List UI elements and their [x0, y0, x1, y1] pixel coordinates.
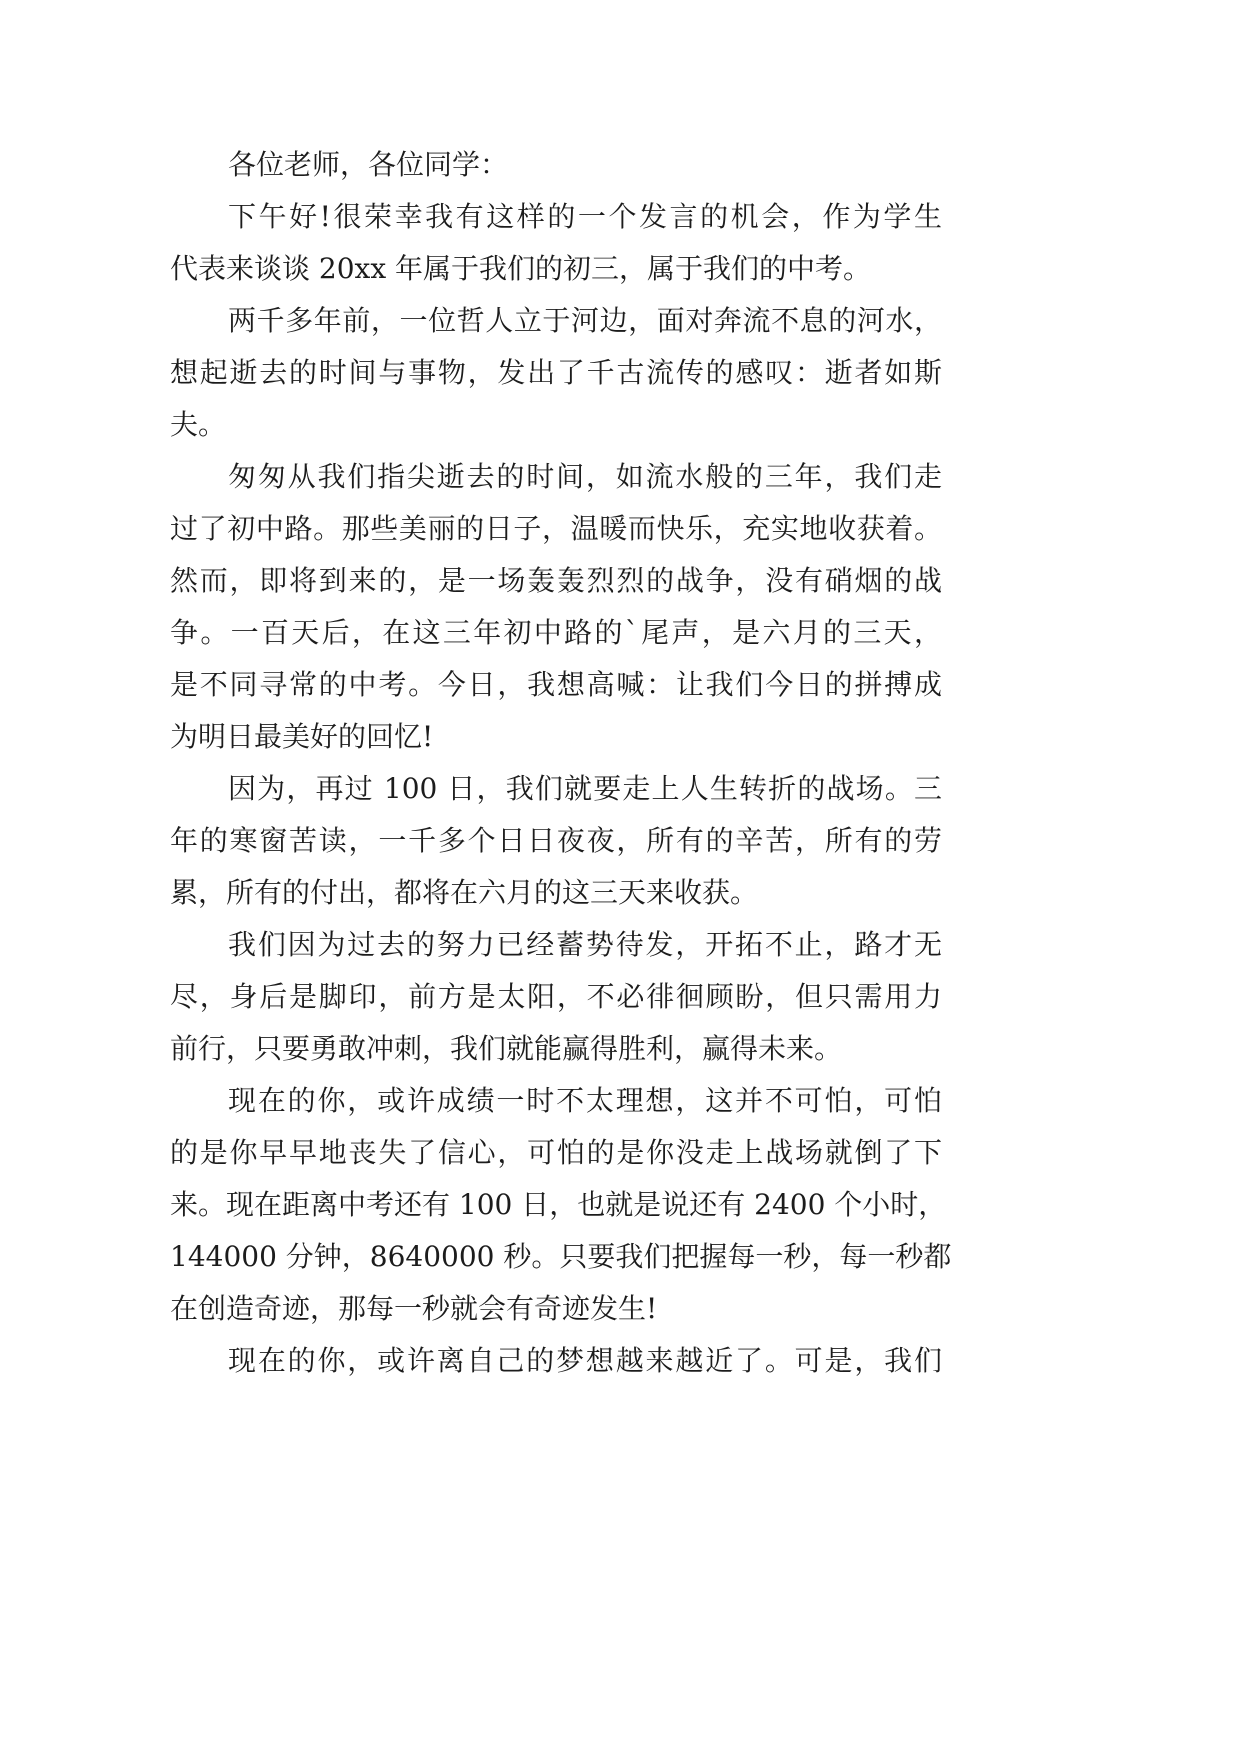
text-line: 代表来谈谈 20xx 年属于我们的初三，属于我们的中考。: [170, 252, 872, 285]
paragraph: [170, 191, 942, 295]
text-line: 前行，只要勇敢冲刺，我们就能赢得胜利，赢得未来。: [170, 1032, 843, 1065]
text-line: 的是你早早地丧失了信心，可怕的是你没走上战场就倒了下: [170, 1136, 942, 1169]
paragraph: [170, 1335, 942, 1387]
text-line: 现在的你，或许成绩一时不太理想，这并不可怕，可怕: [228, 1084, 942, 1117]
paragraph: [170, 295, 942, 451]
text-line: 过了初中路。那些美丽的日子，温暖而快乐，充实地收获着。: [170, 512, 942, 545]
text-line: 是不同寻常的中考。今日，我想高喊：让我们今日的拼搏成: [170, 668, 942, 701]
text-line: 在创造奇迹，那每一秒就会有奇迹发生!: [170, 1292, 658, 1325]
text-line: 然而，即将到来的，是一场轰轰烈烈的战争，没有硝烟的战: [170, 564, 942, 597]
text-line: 想起逝去的时间与事物，发出了千古流传的感叹：逝者如斯: [170, 356, 942, 389]
text-line: 为明日最美好的回忆!: [170, 720, 434, 753]
text-line: 两千多年前，一位哲人立于河边，面对奔流不息的河水，: [228, 304, 942, 337]
text-line: 144000 分钟，8640000 秒。只要我们把握每一秒，每一秒都: [170, 1240, 952, 1273]
salutation: [170, 139, 942, 191]
text-line: 各位老师，各位同学：: [228, 148, 509, 181]
document-body: [170, 139, 952, 1387]
text-line: 现在的你，或许离自己的梦想越来越近了。可是，我们: [228, 1344, 942, 1377]
paragraph: [170, 1075, 952, 1335]
paragraph: [170, 919, 942, 1075]
text-line: 争。一百天后，在这三年初中路的`尾声，是六月的三天，: [170, 616, 942, 649]
text-line: 下午好!很荣幸我有这样的一个发言的机会，作为学生: [228, 200, 942, 233]
text-line: 我们因为过去的努力已经蓄势待发，开拓不止，路才无: [228, 928, 942, 961]
text-line: 因为，再过 100 日，我们就要走上人生转折的战场。三: [228, 772, 942, 805]
paragraph: [170, 763, 942, 919]
text-line: 来。现在距离中考还有 100 日，也就是说还有 2400 个小时，: [170, 1188, 947, 1221]
text-line: 匆匆从我们指尖逝去的时间，如流水般的三年，我们走: [228, 460, 942, 493]
text-line: 累，所有的付出，都将在六月的这三天来收获。: [170, 876, 759, 909]
text-line: 夫。: [170, 408, 227, 441]
paragraph: [170, 451, 942, 763]
text-line: 年的寒窗苦读，一千多个日日夜夜，所有的辛苦，所有的劳: [170, 824, 942, 857]
text-line: 尽，身后是脚印，前方是太阳，不必徘徊顾盼，但只需用力: [170, 980, 942, 1013]
